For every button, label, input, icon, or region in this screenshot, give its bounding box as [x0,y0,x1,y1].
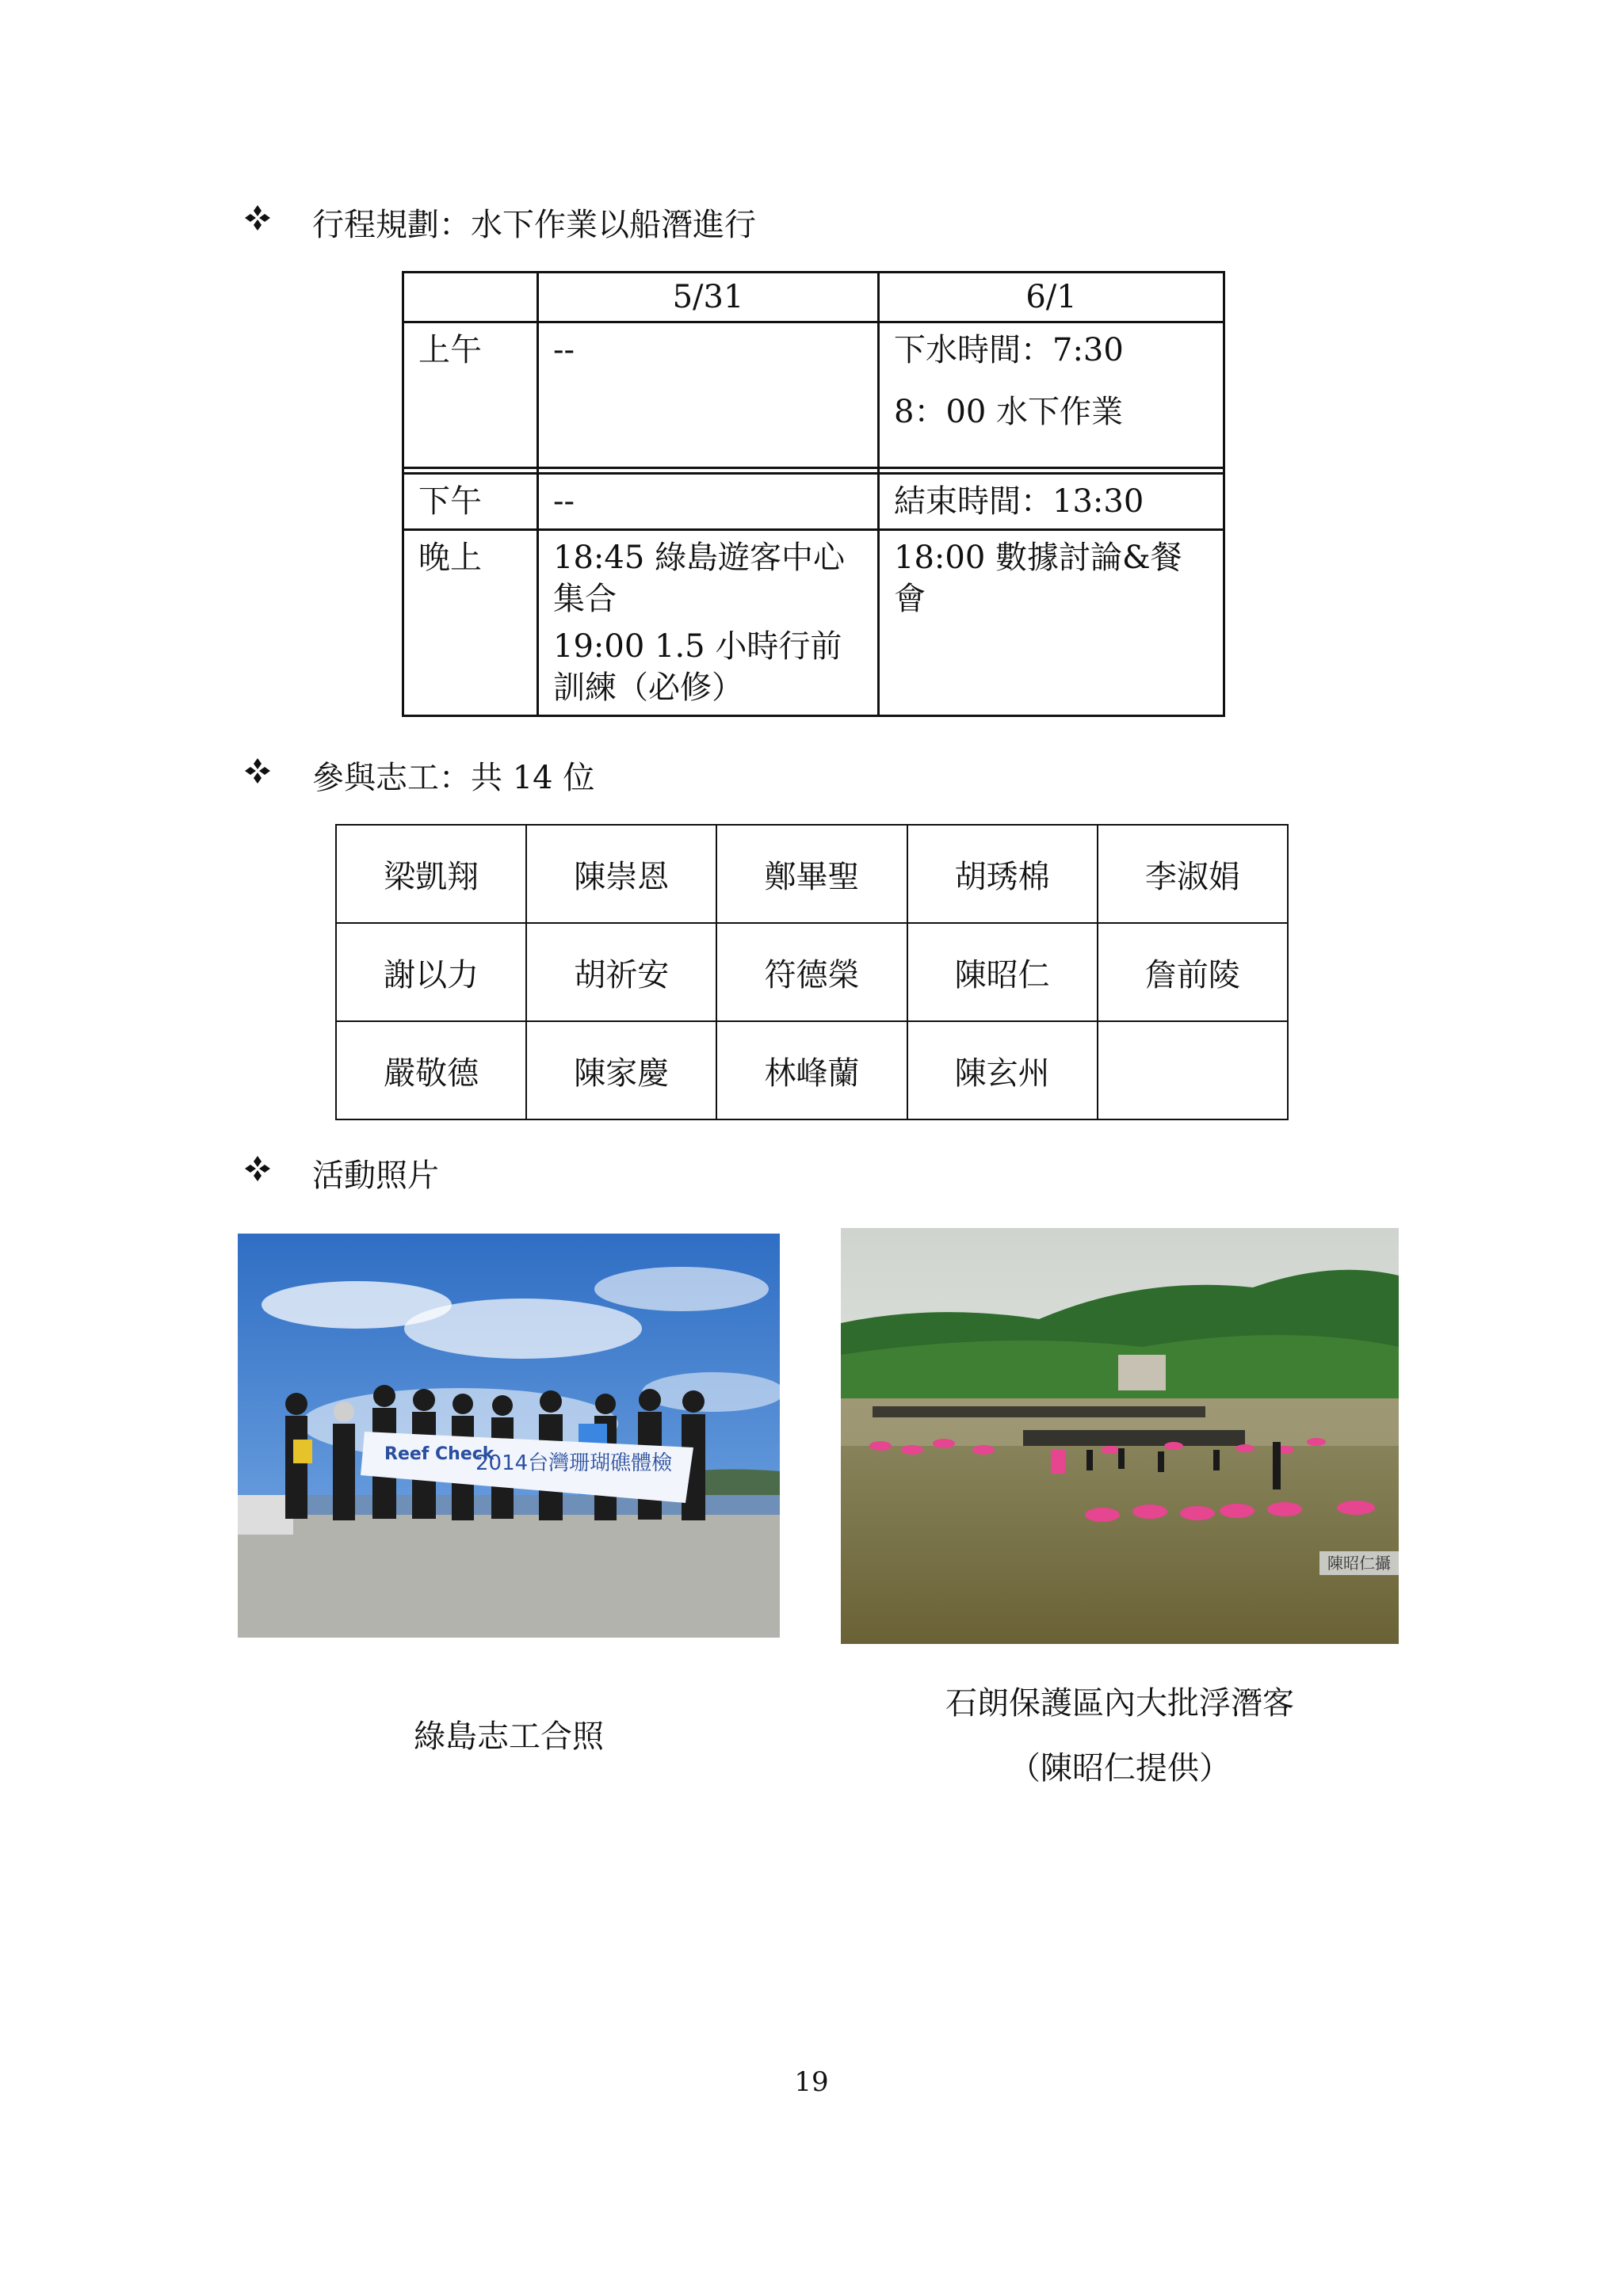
table-cell [879,322,1224,468]
table-cell [538,530,879,716]
volunteer-name: 林峰蘭 [716,1021,907,1119]
photo-credit: （陳昭仁提供） [1009,1750,1231,1787]
row-label: 晚上 [403,530,538,716]
diamond-bullet-icon [244,757,271,784]
table-cell [879,474,1224,530]
section-heading: 活動照片 [312,1158,439,1194]
snorkel-photo-image [841,1228,1399,1644]
table-cell [538,474,879,530]
photo-caption: 石朗保護區內大批浮潛客 [945,1685,1294,1722]
table-row [336,923,1288,1021]
volunteer-name: 胡琇棉 [907,825,1098,923]
table-cell [879,530,1224,716]
volunteer-name: 梁凱翔 [336,825,526,923]
volunteer-name: 符德榮 [716,923,907,1021]
schedule-table [402,271,1225,717]
table-row [336,825,1288,923]
cell-line: 8：00 水下作業 [894,394,1124,430]
table-row [403,474,1224,530]
volunteer-name: 陳崇恩 [526,825,716,923]
cell-line: 18:00 數據討論&餐會 [894,540,1182,617]
header-cell [403,273,538,322]
volunteer-name: 陳昭仁 [907,923,1098,1021]
group-photo [238,1234,780,1638]
volunteer-name [1098,1021,1288,1119]
banner-text: 2014台灣珊瑚礁體檢 [475,1451,673,1475]
volunteer-name: 鄭畢聖 [716,825,907,923]
group-photo-image [238,1234,780,1638]
row-label: 下午 [403,474,538,530]
cell-line: -- [553,332,575,368]
volunteer-name: 嚴敬德 [336,1021,526,1119]
row-label: 上午 [403,322,538,468]
volunteer-name: 詹前陵 [1098,923,1288,1021]
volunteer-name: 李淑娟 [1098,825,1288,923]
header-cell: 5/31 [538,273,879,322]
cell-line: -- [553,483,575,520]
volunteer-name: 陳玄州 [907,1021,1098,1119]
cell-line: 下水時間：7:30 [894,332,1124,368]
volunteer-name: 陳家慶 [526,1021,716,1119]
section-heading: 行程規劃：水下作業以船潛進行 [312,207,756,243]
table-header-row [403,273,1224,322]
header-cell: 6/1 [879,273,1224,322]
cell-line: 結束時間：13:30 [894,483,1144,520]
volunteer-name: 胡祈安 [526,923,716,1021]
volunteer-table [335,824,1289,1120]
banner-text: Reef Check [384,1444,495,1464]
cell-line: 18:45 綠島遊客中心集合 [553,540,845,617]
table-divider [403,468,1224,474]
table-row [403,322,1224,468]
cell-line: 19:00 1.5 小時行前訓練（必修） [553,628,842,706]
diamond-bullet-icon [244,1155,271,1182]
page-number: 19 [794,2066,829,2098]
photo-watermark: 陳昭仁攝 [1327,1554,1391,1573]
section-heading: 參與志工：共 14 位 [312,760,595,796]
diamond-bullet-icon [244,204,271,231]
snorkel-photo [841,1228,1399,1644]
table-row [336,1021,1288,1119]
volunteer-name: 謝以力 [336,923,526,1021]
table-row [403,530,1224,716]
table-cell [538,322,879,468]
photo-caption: 綠島志工合照 [414,1718,604,1755]
